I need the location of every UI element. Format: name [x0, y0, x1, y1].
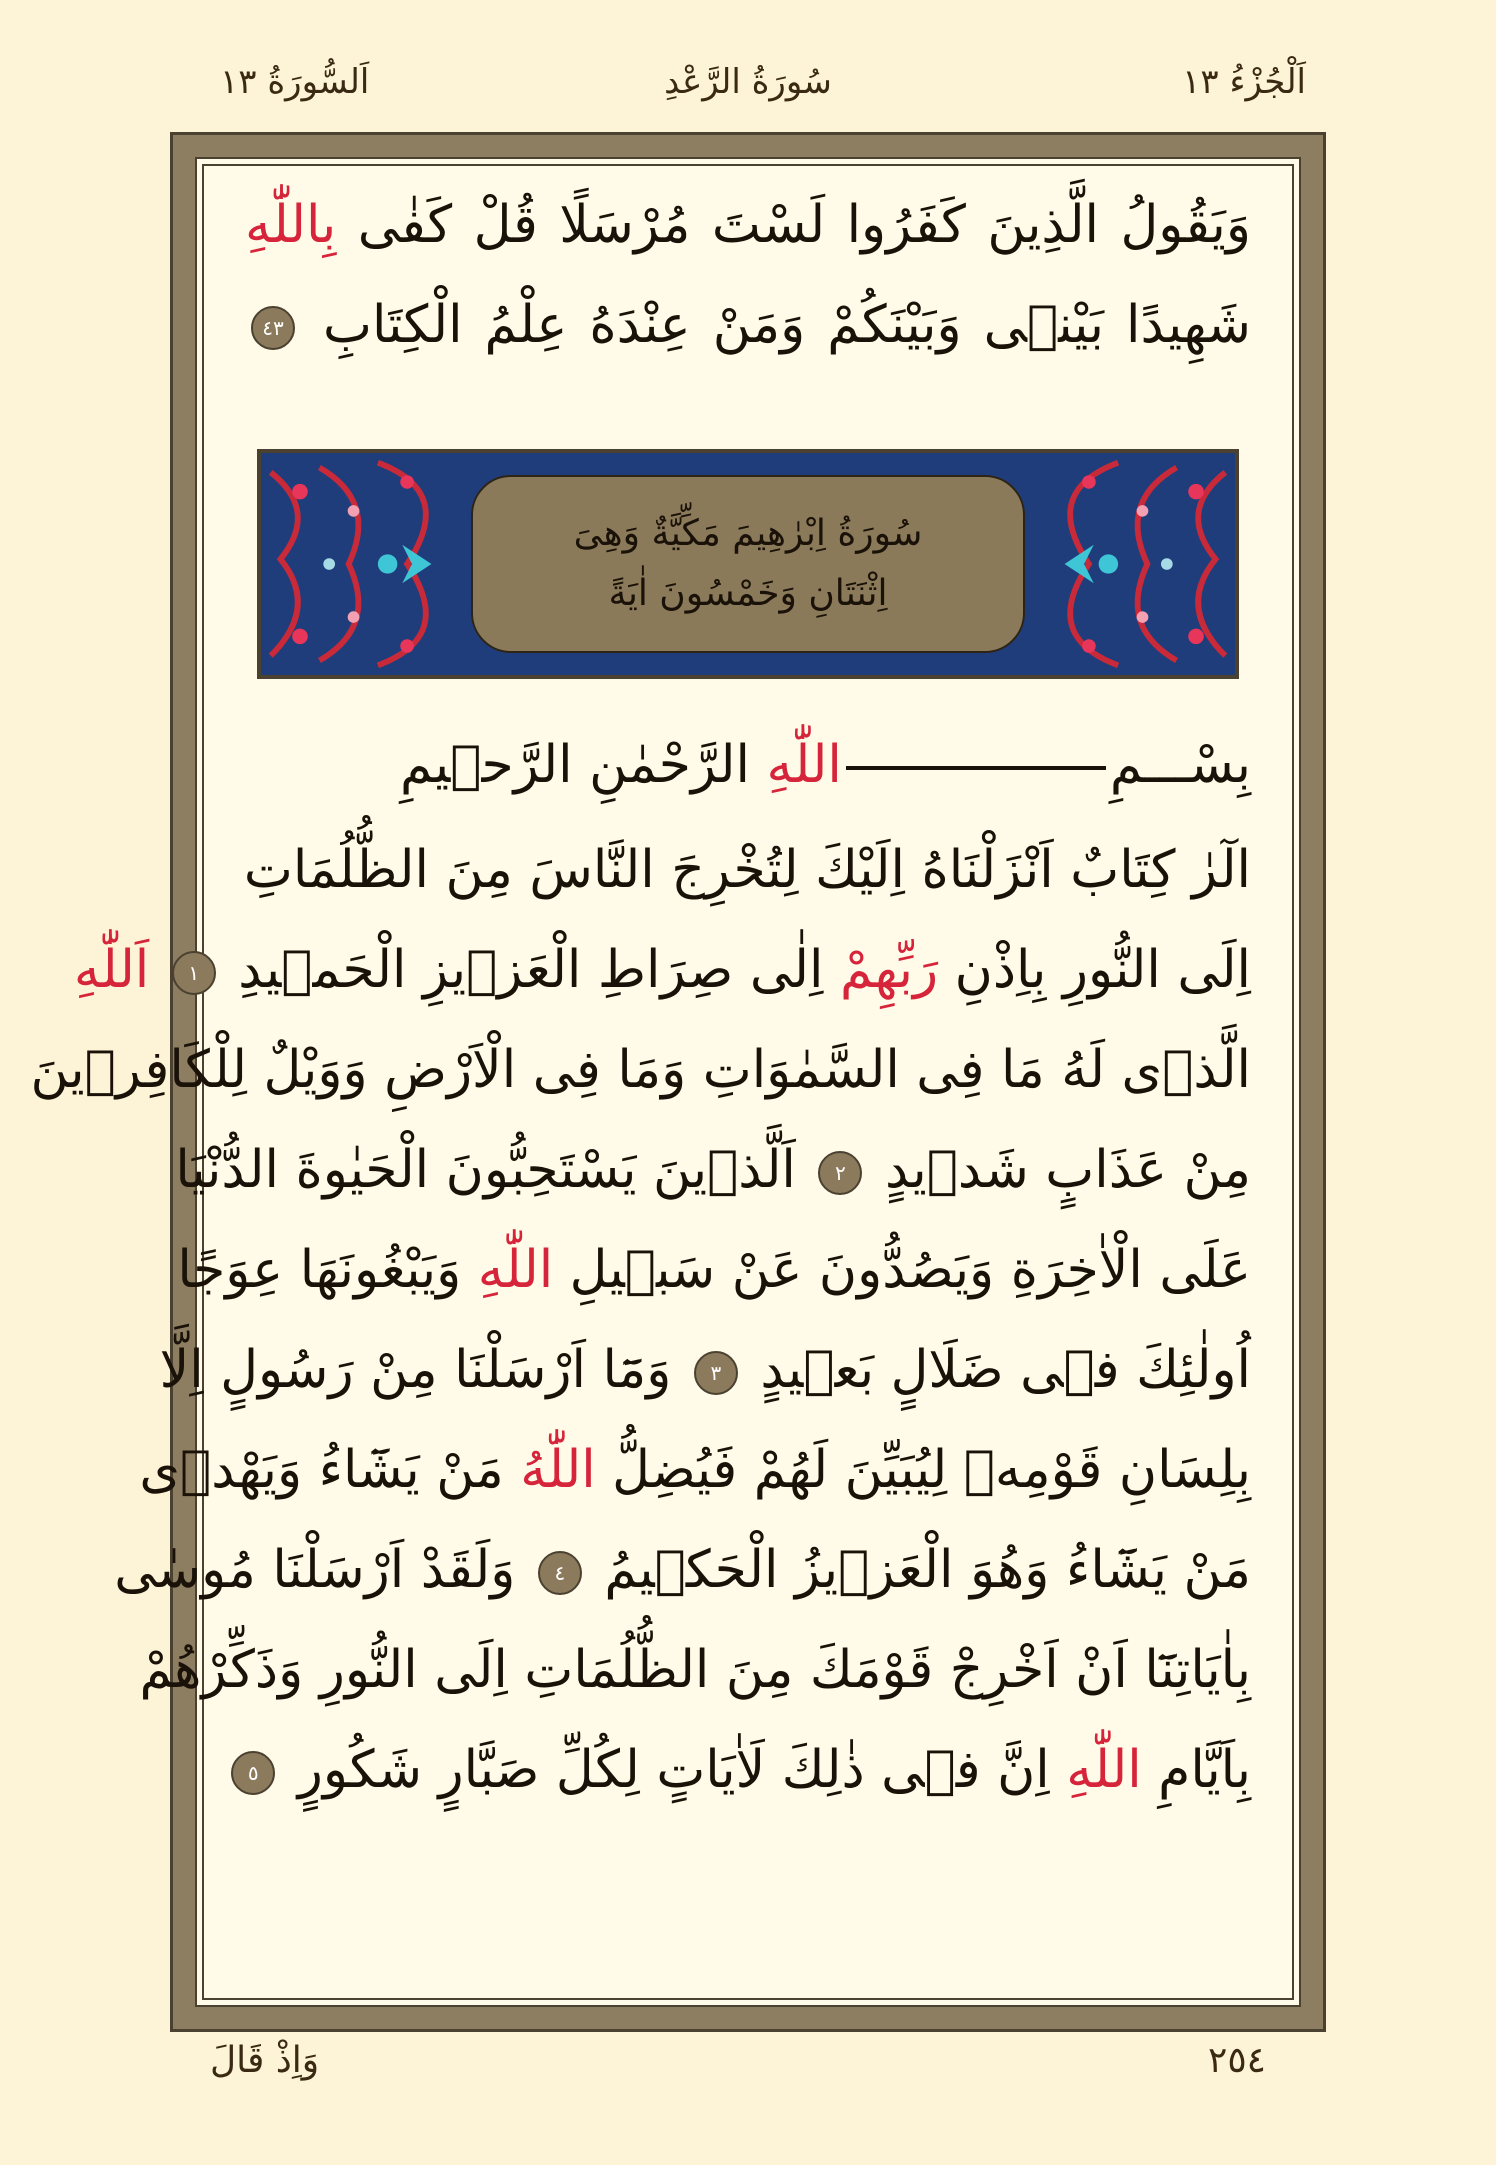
bismillah-part-2: الرَّحْمٰنِ الرَّحٖيمِ	[399, 735, 750, 795]
ayah-number-marker: ٣	[694, 1351, 738, 1395]
verse-text: بِلِسَانِ قَوْمِهٖ لِيُبَيِّنَ لَهُمْ فَيُضِلُّ	[595, 1440, 1251, 1500]
verse-line	[114, 1524, 1251, 1616]
verse-text: وَيَقُولُ الَّذِينَ كَفَرُوا لَسْتَ مُرْسَلًا قُلْ كَفٰى	[336, 195, 1251, 255]
divine-name: رَبِّهِمْ	[839, 940, 939, 1000]
ayah-number-marker: ٤	[538, 1551, 582, 1595]
surah-info-line-2: اِثْنَتَانِ وَخَمْسُونَ اٰيَةً	[608, 573, 888, 614]
verse-line	[245, 279, 1251, 371]
verse-text: اِنَّ فٖى ذٰلِكَ لَاٰيَاتٍ لِكُلِّ صَبَّارٍ شَكُورٍ	[297, 1740, 1067, 1800]
divine-name: اللّٰهِ	[477, 1240, 554, 1300]
ayah-number-marker: ٤٣	[251, 306, 295, 350]
verse-text: اُولٰئِكَ فٖى ضَلَالٍ بَعٖيدٍ	[760, 1340, 1251, 1400]
verse-text: اَلَّذٖينَ يَسْتَحِبُّونَ الْحَيٰوةَ الدُّنْيَا	[175, 1140, 796, 1200]
verse-text: عَلَى الْاٰخِرَةِ وَيَصُدُّونَ عَنْ سَبٖيلِ	[553, 1240, 1251, 1300]
verse-line	[245, 1724, 1251, 1816]
verse-text: اِلَى النُّورِ بِاِذْنِ	[938, 940, 1251, 1000]
verse-text: وَلَقَدْ اَرْسَلْنَا مُوسٰى	[114, 1540, 516, 1600]
verse-text: وَيَبْغُونَهَا عِوَجًا	[177, 1240, 478, 1300]
ayah-number-marker: ٥	[231, 1751, 275, 1795]
verse-line	[245, 824, 1251, 916]
ayah-number-marker: ٢	[818, 1151, 862, 1195]
page-number: ٢٥٤	[1207, 2040, 1266, 2081]
bismillah-part-1: بِسْـــمِ	[1109, 735, 1251, 795]
surah-info-panel	[471, 475, 1025, 653]
surah-info-line-1: سُورَةُ اِبْرٰهِيمَ مَكِّيَّةٌ وَهِىَ	[573, 513, 923, 554]
ayah-number-marker: ١	[172, 951, 216, 995]
text-area	[30, 157, 1301, 2007]
verse-line	[139, 1424, 1251, 1516]
verse-text: وَمَٓا اَرْسَلْنَا مِنْ رَسُولٍ اِلَّا	[159, 1340, 672, 1400]
verse-line	[139, 1624, 1251, 1716]
verse-text: الٓرٰ كِتَابٌ اَنْزَلْنَاهُ اِلَيْكَ لِتُخْرِجَ النَّاسَ مِنَ الظُّلُمَاتِ	[243, 840, 1251, 900]
divine-name: اَللّٰهِ	[73, 940, 150, 1000]
kashida-stroke	[846, 766, 1106, 770]
verse-line	[30, 1024, 1251, 1116]
verse-line	[177, 1224, 1251, 1316]
divine-name: اللّٰهُ	[520, 1440, 596, 1500]
verse-text: مَنْ يَشَٓاءُ وَيَهْدٖى	[139, 1440, 521, 1500]
divine-name: بِاللّٰهِ	[245, 195, 337, 255]
surah-number-label: اَلسُّورَةُ ١٣	[220, 62, 370, 102]
surah-title: سُورَةُ الرَّعْدِ	[664, 62, 832, 102]
verse-text: اِلٰى صِرَاطِ الْعَزٖيزِ الْحَمٖيدِ	[238, 940, 840, 1000]
surah-heading-banner	[257, 449, 1239, 679]
verse-text: بِاٰيَاتِنَٓا اَنْ اَخْرِجْ قَوْمَكَ مِنَ الظُّلُمَاتِ اِلَى النُّورِ وَذَكِّرْهُمْ	[139, 1640, 1251, 1700]
verse-line	[245, 179, 1251, 271]
verse-line	[175, 1124, 1251, 1216]
bismillah	[245, 719, 1251, 811]
verse-line	[159, 1324, 1251, 1416]
verse-text: مِنْ عَذَابٍ شَدٖيدٍ	[884, 1140, 1251, 1200]
divine-name: اللّٰهِ	[766, 735, 842, 795]
verse-text: شَهِيدًا بَيْنٖى وَبَيْنَكُمْ وَمَنْ عِنْدَهُ عِلْمُ الْكِتَابِ	[323, 295, 1251, 355]
verse-line	[73, 924, 1251, 1016]
catchword: وَاِذْ قَالَ	[210, 2040, 320, 2081]
verse-text: الَّذٖى لَهُ مَا فِى السَّمٰوَاتِ وَمَا فِى الْاَرْضِ وَوَيْلٌ لِلْكَافِرٖينَ	[30, 1040, 1251, 1100]
juz-label: اَلْجُزْءُ ١٣	[1182, 62, 1306, 102]
divine-name: اللّٰهِ	[1066, 1740, 1142, 1800]
page-frame	[30, 132, 1326, 2032]
verse-text: مَنْ يَشَٓاءُ وَهُوَ الْعَزٖيزُ الْحَكٖيمُ	[604, 1540, 1251, 1600]
verse-text: بِاَيَّامِ	[1141, 1740, 1251, 1800]
